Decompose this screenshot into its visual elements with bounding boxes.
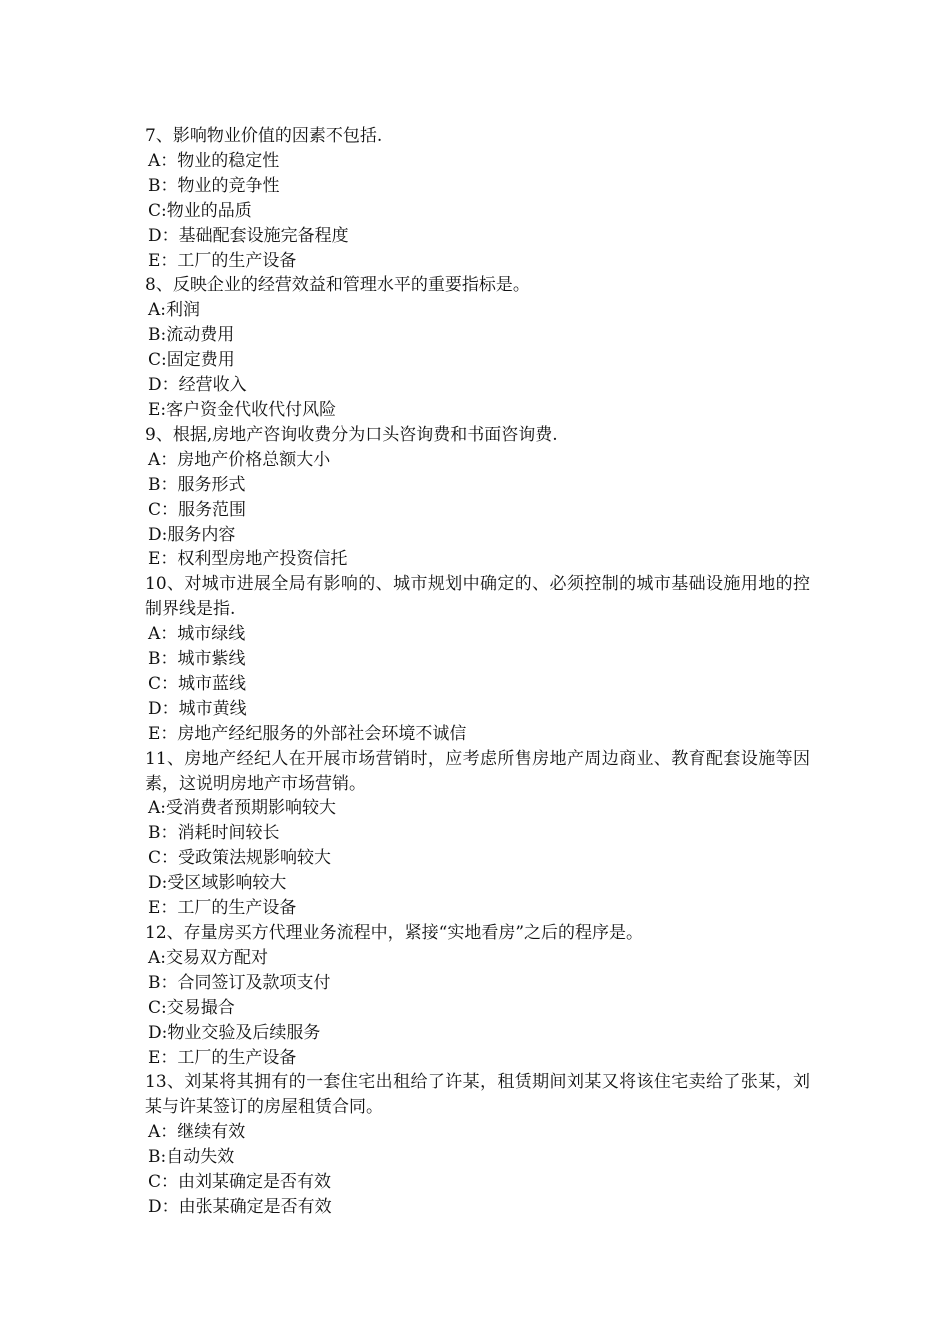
question-list	[145, 124, 810, 1220]
question-13	[145, 1070, 810, 1219]
option-a: A：城市绿线	[148, 624, 246, 645]
question-text: 7、影响物业价值的因素不包括.	[145, 126, 383, 146]
option-a: A：房地产价格总额大小	[148, 449, 331, 470]
option-a: A:受消费者预期影响较大	[148, 798, 337, 819]
option-c: C:交易撮合	[148, 997, 235, 1018]
option-a: A:交易双方配对	[148, 947, 269, 968]
option-c: C:固定费用	[148, 350, 235, 371]
option-d: D：基础配套设施完备程度	[148, 225, 349, 246]
option-e: E：权利型房地产投资信托	[148, 549, 348, 570]
question-9	[145, 423, 810, 572]
question-8	[145, 273, 810, 422]
option-d: D:物业交验及后续服务	[148, 1022, 321, 1043]
question-11	[145, 747, 810, 921]
option-b: B:自动失效	[148, 1147, 235, 1168]
option-b: B：服务形式	[148, 474, 246, 495]
option-d: D：由张某确定是否有效	[148, 1196, 332, 1217]
option-e: E：工厂的生产设备	[148, 1047, 297, 1068]
option-c: C：服务范围	[148, 499, 247, 520]
option-c: C：受政策法规影响较大	[148, 848, 332, 869]
option-e: E：工厂的生产设备	[148, 250, 297, 271]
question-text: 13、刘某将其拥有的一套住宅出租给了许某，租赁期间刘某又将该住宅卖给了张某，刘某与许某签订的房屋租赁合同。	[145, 1072, 810, 1118]
option-d: D：经营收入	[148, 375, 247, 396]
option-b: B：城市紫线	[148, 649, 246, 670]
option-a: A:利润	[148, 300, 201, 321]
option-d: D:服务内容	[148, 524, 236, 545]
option-b: B:流动费用	[148, 325, 235, 346]
option-b: B：合同签订及款项支付	[148, 972, 331, 993]
question-text: 8、反映企业的经营效益和管理水平的重要指标是。	[145, 275, 530, 296]
question-10	[145, 572, 810, 746]
option-c: C：城市蓝线	[148, 673, 247, 694]
option-a: A：继续有效	[148, 1122, 246, 1143]
question-12	[145, 921, 810, 1070]
question-7	[145, 124, 810, 273]
question-text: 10、对城市进展全局有影响的、城市规划中确定的、必须控制的城市基础设施用地的控制界线是指.	[145, 574, 810, 620]
option-c: C:物业的品质	[148, 200, 252, 221]
option-b: B：消耗时间较长	[148, 823, 280, 844]
option-d: D：城市黄线	[148, 698, 247, 719]
option-e: E：房地产经纪服务的外部社会环境不诚信	[148, 723, 467, 744]
question-text: 11、房地产经纪人在开展市场营销时，应考虑所售房地产周边商业、教育配套设施等因素，这说明房地产市场营销。	[145, 748, 810, 794]
option-d: D:受区域影响较大	[148, 873, 287, 894]
question-text: 12、存量房买方代理业务流程中，紧接“实地看房”之后的程序是。	[145, 923, 644, 943]
option-e: E:客户资金代收代付风险	[148, 399, 337, 420]
option-a: A：物业的稳定性	[148, 150, 280, 171]
question-text: 9、根据,房地产咨询收费分为口头咨询费和书面咨询费.	[145, 424, 558, 445]
option-b: B：物业的竞争性	[148, 175, 280, 196]
option-c: C：由刘某确定是否有效	[148, 1172, 332, 1193]
option-e: E：工厂的生产设备	[148, 898, 297, 919]
